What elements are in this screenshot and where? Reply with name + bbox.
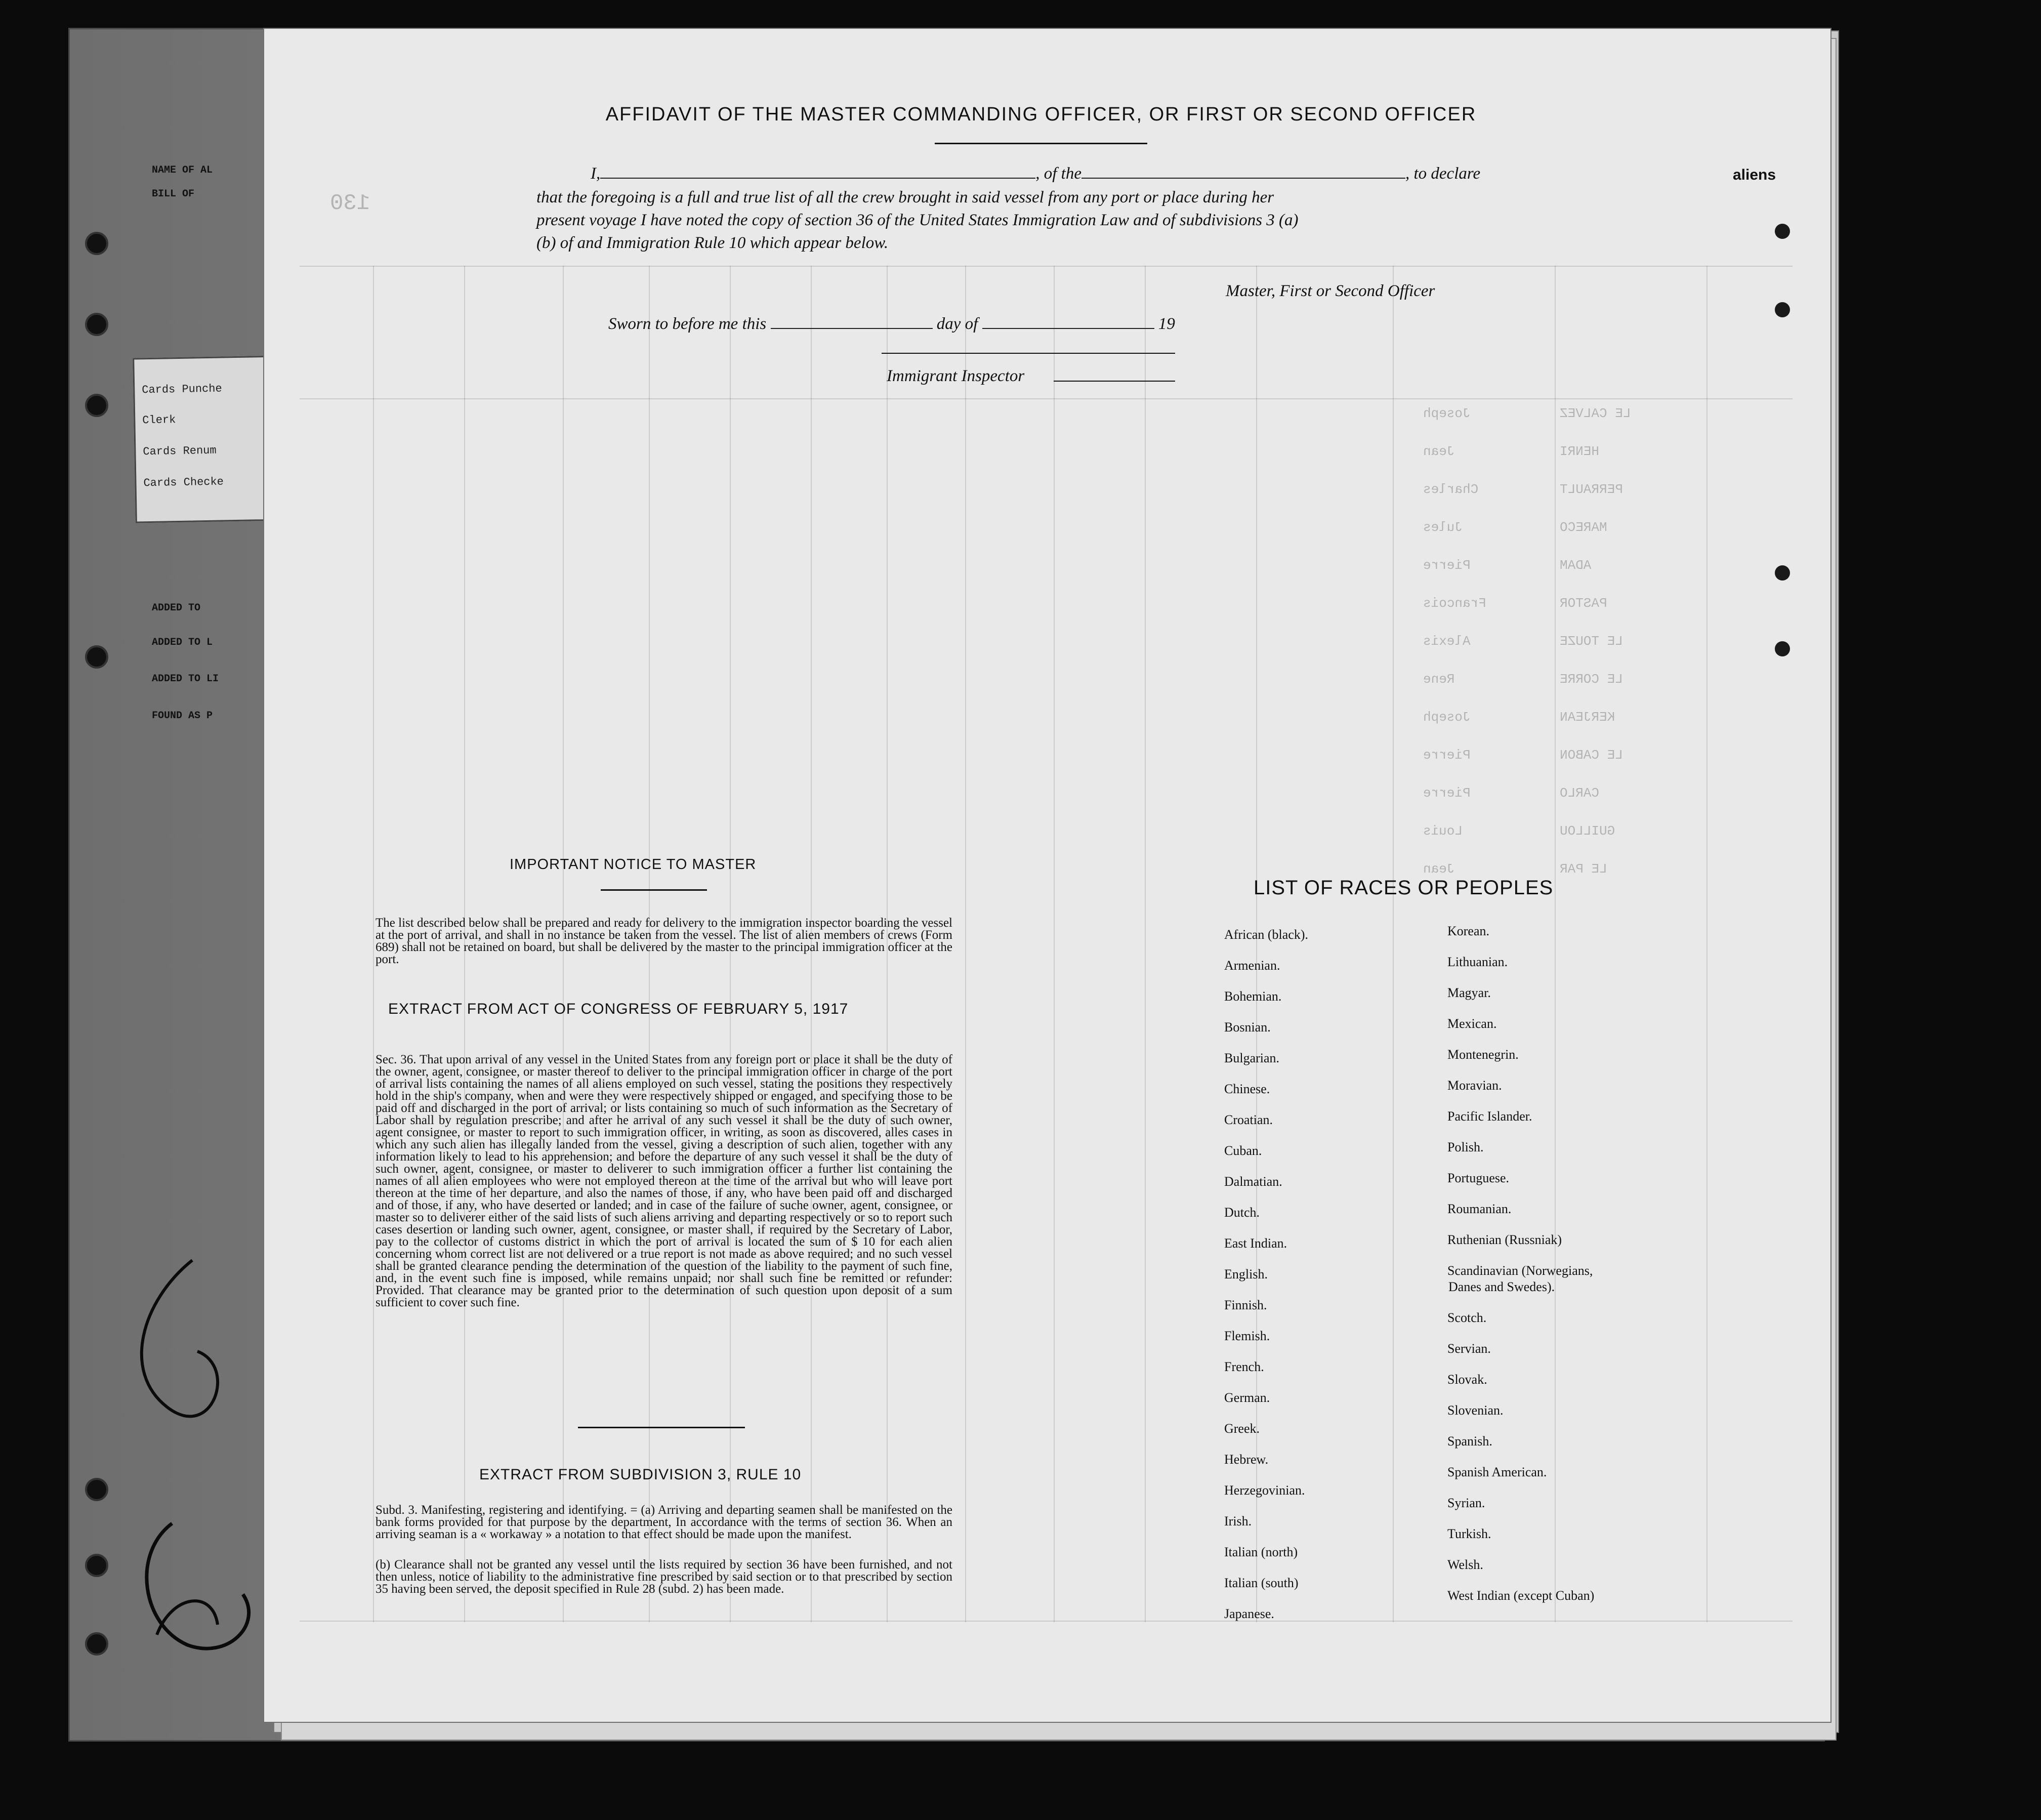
ghost-column-line xyxy=(1054,266,1055,1622)
important-notice-body: The list described below shall be prepared and ready for delivery to the immigration inspector boarding the vessel at the port of arrival, and shall in no instance be taken from the vessel. The list of alien members of crews (Form 689) shall not be retained on board, but shall be delivered by the master to the principal immigration officer at the port. xyxy=(376,916,952,966)
race-item: Cuban. xyxy=(1224,1143,1262,1158)
race-item: Magyar. xyxy=(1447,985,1491,1000)
affidavit-title: AFFIDAVIT OF THE MASTER COMMANDING OFFICER, OR FIRST OR SECOND OFFICER xyxy=(605,104,1477,125)
affidavit-line-1 xyxy=(591,164,1480,183)
races-title: LIST OF RACES OR PEOPLES xyxy=(1254,877,1554,899)
ghost-given-name: Pierre xyxy=(1423,785,1471,801)
important-notice-title: IMPORTANT NOTICE TO MASTER xyxy=(510,856,757,873)
stamp-card-line: Cards Punche xyxy=(142,382,222,397)
race-item: Armenian. xyxy=(1224,958,1280,973)
race-item: Portuguese. xyxy=(1447,1171,1510,1185)
ghost-surname: GUILLOU xyxy=(1560,823,1615,839)
affidavit-to-declare: , to declare xyxy=(1405,164,1481,183)
binder-hole-3 xyxy=(85,394,108,417)
binder-hole-4 xyxy=(85,645,108,669)
stamp-line: ADDED TO LI xyxy=(152,673,219,685)
ghost-rule xyxy=(300,1621,1793,1622)
race-item: Welsh. xyxy=(1447,1557,1483,1572)
ghost-surname: KERJEAN xyxy=(1560,710,1615,725)
race-item: Pacific Islander. xyxy=(1447,1109,1532,1124)
ghost-surname: MARECO xyxy=(1560,520,1607,535)
sheet-hole xyxy=(1775,565,1790,581)
race-item: Bosnian. xyxy=(1224,1020,1271,1035)
race-item: Danes and Swedes). xyxy=(1448,1279,1555,1294)
stamp-card-line: Cards Checke xyxy=(143,475,224,490)
ghost-column-line xyxy=(1256,266,1257,1622)
race-item: English. xyxy=(1224,1267,1268,1281)
race-item: Servian. xyxy=(1447,1341,1491,1356)
race-item: Roumanian. xyxy=(1447,1202,1512,1216)
race-item: Korean. xyxy=(1447,924,1490,938)
binder-hole-1 xyxy=(85,232,108,255)
ghost-page-number: 130 xyxy=(330,191,370,216)
binder-hole-5 xyxy=(85,1478,108,1501)
notice-underline xyxy=(601,889,707,891)
affidavit-line-2: that the foregoing is a full and true list of all the crew brought in said vessel from any port or place during her xyxy=(536,188,1274,206)
affidavit-line-3: present voyage I have noted the copy of section 36 of the United States Immigration Law and of subdivisions 3 (a) xyxy=(536,211,1299,229)
race-item: German. xyxy=(1224,1390,1270,1405)
affidavit-page xyxy=(263,28,1831,1723)
master-caption: Master, First or Second Officer xyxy=(1226,282,1435,300)
race-item: Dalmatian. xyxy=(1224,1174,1282,1189)
race-item: Japanese. xyxy=(1224,1606,1274,1621)
race-item: Slovak. xyxy=(1447,1372,1487,1387)
sheet-hole xyxy=(1775,224,1790,239)
extract-rule-title: EXTRACT FROM SUBDIVISION 3, RULE 10 xyxy=(479,1466,802,1483)
race-item: Hebrew. xyxy=(1224,1452,1269,1467)
race-item: Finnish. xyxy=(1224,1298,1267,1312)
ghost-column-line xyxy=(1145,266,1146,1622)
race-item: African (black). xyxy=(1224,927,1309,942)
sheet-hole xyxy=(1775,302,1790,317)
ghost-surname: PASTOR xyxy=(1560,596,1607,611)
race-item: Irish. xyxy=(1224,1514,1252,1528)
ghost-surname: ADAM xyxy=(1560,558,1592,573)
ghost-given-name: Joseph xyxy=(1423,710,1471,725)
extract-act-title: EXTRACT FROM ACT OF CONGRESS OF FEBRUARY 5, 1917 xyxy=(388,1001,849,1017)
stamp-line: ADDED TO xyxy=(152,602,201,614)
race-item: Moravian. xyxy=(1447,1078,1502,1093)
race-item: Slovenian. xyxy=(1447,1403,1504,1418)
race-item: Lithuanian. xyxy=(1447,955,1508,969)
year-prefix: 19 xyxy=(1158,315,1175,333)
ghost-surname: LE CABON xyxy=(1560,748,1623,763)
inspector-signature-line xyxy=(882,353,1175,354)
affidavit-of-the: , of the xyxy=(1035,164,1081,183)
race-item: Syrian. xyxy=(1447,1496,1485,1510)
aliens-margin-note: aliens xyxy=(1733,167,1776,183)
ghost-given-name: Joseph xyxy=(1423,406,1471,421)
cards-stamp xyxy=(133,355,283,523)
ghost-surname: LE CORRE xyxy=(1560,672,1623,687)
extract-rule-body-b: (b) Clearance shall not be granted any vessel until the lists required by section 36 have been furnished, and not then unless, notice of liability to the administrative fine prescribed by said section or to that prescribed by section 35 having been served, the deposit specified in Rule 28 (subd. 2) has been made. xyxy=(376,1558,952,1596)
ghost-given-name: Louis xyxy=(1423,823,1463,839)
ghost-given-name: Pierre xyxy=(1423,748,1471,763)
ghost-given-name: Jean xyxy=(1423,861,1455,877)
stamp-line: ADDED TO L xyxy=(152,637,213,648)
race-item: Ruthenian (Russniak) xyxy=(1447,1232,1562,1247)
ghost-given-name: Charles xyxy=(1423,482,1479,497)
ghost-surname: LE PAR xyxy=(1560,861,1607,877)
race-item: Bulgarian. xyxy=(1224,1051,1280,1065)
ghost-column-line xyxy=(1555,266,1556,1622)
race-item: East Indian. xyxy=(1224,1236,1287,1251)
race-item: Bohemian. xyxy=(1224,989,1282,1004)
binder-hole-7 xyxy=(85,1632,108,1656)
sheet-hole xyxy=(1775,641,1790,656)
ghost-surname: PERRAULT xyxy=(1560,482,1623,497)
race-item: Spanish American. xyxy=(1447,1465,1547,1479)
stamp-line: FOUND AS P xyxy=(152,710,213,722)
ghost-surname: LE CALVEZ xyxy=(1560,406,1631,421)
stamp-line: BILL OF xyxy=(152,188,195,200)
ghost-surname: HENRI xyxy=(1560,444,1600,459)
ghost-given-name: Rene xyxy=(1423,672,1455,687)
race-item: Polish. xyxy=(1447,1140,1484,1154)
race-item: Montenegrin. xyxy=(1447,1047,1519,1062)
act-end-rule xyxy=(578,1427,745,1428)
name-blank[interactable] xyxy=(600,177,1035,179)
ghost-surname: CARLO xyxy=(1560,785,1600,801)
sworn-text: Sworn to before me this xyxy=(608,315,767,333)
ghost-column-line xyxy=(1393,266,1394,1622)
sworn-line xyxy=(608,315,1175,334)
race-item: West Indian (except Cuban) xyxy=(1447,1588,1595,1603)
race-item: Scotch. xyxy=(1447,1310,1487,1325)
race-item: Herzegovinian. xyxy=(1224,1483,1305,1498)
ghost-surname: LE TOUZE xyxy=(1560,634,1623,649)
extract-rule-body-a: Subd. 3. Manifesting, registering and identifying. = (a) Arriving and departing seamen shall be manifested on the bank forms provided for that purpose by the department, In accordance with the terms of section 36. When an arriving seaman is a « workaway » a notation to that effect should be made upon the manifest. xyxy=(376,1503,952,1541)
ghost-given-name: Pierre xyxy=(1423,558,1471,573)
inspector-line-right xyxy=(1054,381,1175,382)
race-item: Flemish. xyxy=(1224,1329,1270,1343)
race-item: Turkish. xyxy=(1447,1526,1491,1541)
ghost-given-name: Jules xyxy=(1423,520,1463,535)
ghost-given-name: Alexis xyxy=(1423,634,1471,649)
inspector-caption: Immigrant Inspector xyxy=(887,367,1025,385)
race-item: Scandinavian (Norwegians, xyxy=(1447,1263,1593,1278)
race-item: Greek. xyxy=(1224,1421,1260,1436)
extract-act-body: Sec. 36. That upon arrival of any vessel in the United States from any foreign port or place it shall be the duty of the owner, agent, consignee, or master thereof to deliver to the principal immigration officer in charge of the port of arrival lists containing the names of all aliens employed on such vessel, stating the positions they respectively hold in the ship's company, when and were they were respectively shipped or engaged, and specifying those to be paid off and discharged in the port of arrival; or lists containing so much of such information as the Secretary of Labor shall by regulation prescribe; and after he arrival of any such vessel it shall be the duty of such owner, agent consignee, or master to report to such immigration officer, in writing, as soon as discovered, alles cases in which any such alien has illegally landed from the vessel, giving a description of such alien, together with any information likely to lead to his apprehension; and before the departure of any such vessel it shall be the duty of such owner, agent, consignee, or master to deliverer to such immigration officer a further list containing the names of all alien employees who were not employed thereon at the time of the arrival but who will leave port thereon at the time of her departure, and also the names of those, if any, who have been paid off and discharged and of those, if any, who have deserted or landed; and in case of the failure of suche owner, agent, consignee, or master so to deliverer either of the said lists of such aliens arriving and departing respectively or so to report such cases desertion or landing such owner, agent, consignee, or master shall, if required by the Secretary of Labor, pay to the collector of customs district in which the port of arrival is located the sum of $ 10 for each alien concerning whom correct list are not delivered or a true report is not made as above required; and no such vessel shall be granted clearance pending the determination of the question of the liability to the payment of such fine, and, in the event such fine is imposed, while remains unpaid; nor shall such fine be remitted or refunder: Provided. That clearance may be granted prior to the determination of such question upon deposit of a sum sufficient to cover such fine. xyxy=(376,1053,952,1309)
ghost-given-name: Jean xyxy=(1423,444,1455,459)
race-item: Chinese. xyxy=(1224,1082,1270,1096)
binder-hole-2 xyxy=(85,313,108,336)
race-item: Italian (north) xyxy=(1224,1545,1298,1559)
ghost-column-line xyxy=(373,266,374,1622)
stamp-card-line: Cards Renum xyxy=(143,444,217,459)
ghost-rule xyxy=(300,398,1793,399)
affidavit-i: I, xyxy=(591,164,601,183)
ghost-column-line xyxy=(965,266,966,1622)
day-blank[interactable] xyxy=(771,327,933,329)
race-item: Mexican. xyxy=(1447,1016,1497,1031)
vessel-blank[interactable] xyxy=(1081,177,1405,179)
title-underline xyxy=(935,143,1147,144)
stamp-card-line: Clerk xyxy=(142,413,176,427)
ghost-given-name: Francois xyxy=(1423,596,1486,611)
race-item: Dutch. xyxy=(1224,1205,1260,1220)
race-item: Spanish. xyxy=(1447,1434,1492,1449)
binder-hole-6 xyxy=(85,1554,108,1577)
stamp-line: NAME OF AL xyxy=(152,164,213,176)
day-of-text: day of xyxy=(936,315,978,333)
race-item: Italian (south) xyxy=(1224,1576,1299,1590)
ghost-rule xyxy=(300,266,1793,267)
month-blank[interactable] xyxy=(982,327,1154,329)
race-item: French. xyxy=(1224,1359,1264,1374)
affidavit-line-4: (b) of and Immigration Rule 10 which appear below. xyxy=(536,234,889,252)
ghost-column-line xyxy=(1706,266,1707,1622)
race-item: Croatian. xyxy=(1224,1112,1273,1127)
